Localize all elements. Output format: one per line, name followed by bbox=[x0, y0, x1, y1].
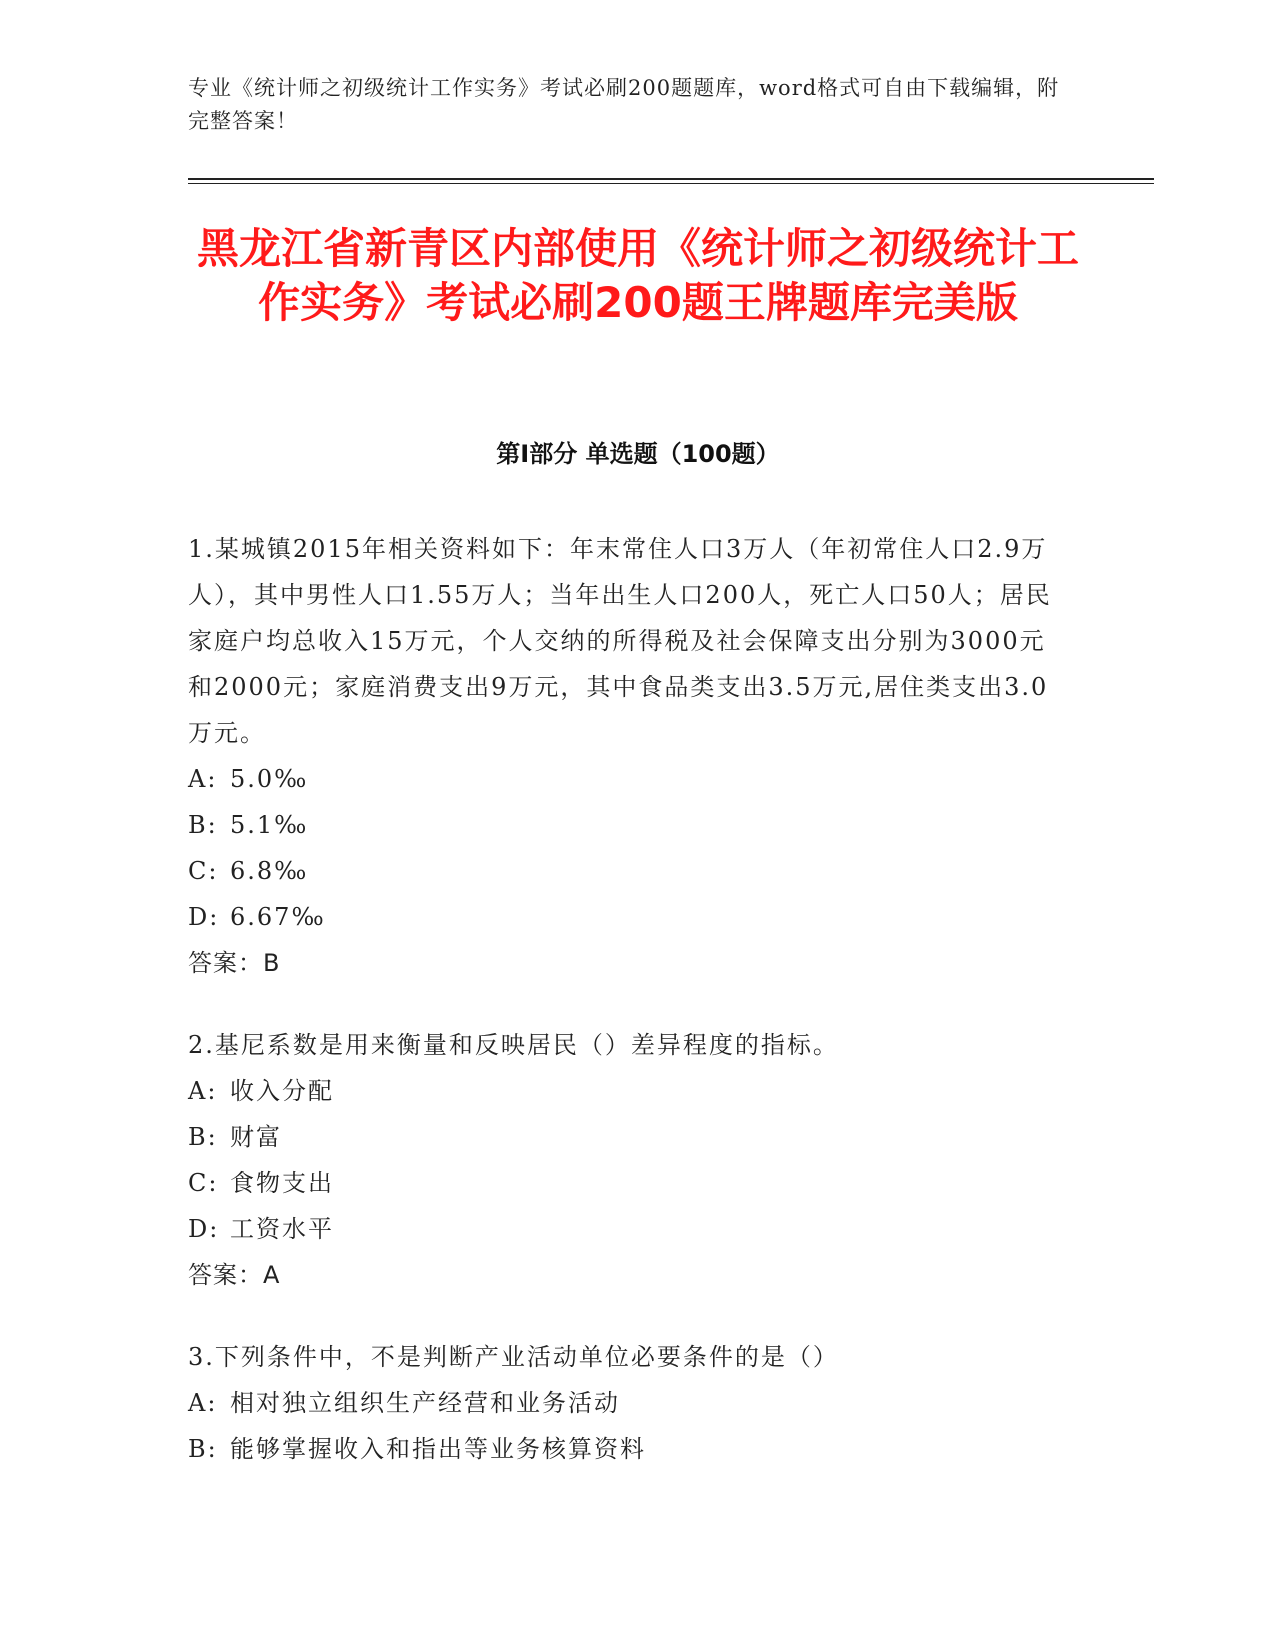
option-text: 5.1‰ bbox=[230, 811, 309, 839]
question-list bbox=[188, 526, 1068, 1508]
option-key: A: bbox=[188, 1077, 218, 1105]
header-divider bbox=[188, 178, 1154, 180]
option-c bbox=[188, 1160, 1068, 1206]
option-text: 6.67‰ bbox=[230, 903, 326, 931]
option-b bbox=[188, 802, 1068, 848]
option-text: 食物支出 bbox=[230, 1169, 334, 1197]
option-text: 能够掌握收入和指出等业务核算资料 bbox=[230, 1435, 646, 1463]
option-key: B: bbox=[188, 1435, 218, 1463]
option-text: 工资水平 bbox=[230, 1215, 334, 1243]
question-text: 3.下列条件中，不是判断产业活动单位必要条件的是（） bbox=[188, 1343, 839, 1371]
option-text: 5.0‰ bbox=[230, 765, 309, 793]
question-text: 2.基尼系数是用来衡量和反映居民（）差异程度的指标。 bbox=[188, 1031, 839, 1059]
option-text: 财富 bbox=[230, 1123, 282, 1151]
answer: 答案：B bbox=[188, 949, 281, 977]
option-key: B: bbox=[188, 811, 218, 839]
question-text: 1.某城镇2015年相关资料如下：年末常住人口3万人（年初常住人口2.9万人），其中男性人口1.55万人；当年出生人口200人，死亡人口50人；居民家庭户均总收入15万元，个人交纳的所得税及社会保障支出分别为3000元和2000元；家庭消费支出9万元，其中食品类支出3.5万元,居住类支出3.0万元。 bbox=[188, 535, 1052, 747]
document-title: 黑龙江省新青区内部使用《统计师之初级统计工作实务》考试必刷200题王牌题库完美版 bbox=[196, 224, 1079, 327]
option-a bbox=[188, 1068, 1068, 1114]
section-heading: 第I部分 单选题（100题） bbox=[496, 440, 780, 468]
option-c bbox=[188, 848, 1068, 894]
option-a bbox=[188, 1380, 1068, 1426]
option-key: C: bbox=[188, 857, 219, 885]
option-text: 收入分配 bbox=[230, 1077, 334, 1105]
option-text: 6.8‰ bbox=[230, 857, 309, 885]
header-note: 专业《统计师之初级统计工作实务》考试必刷200题题库，word格式可自由下载编辑，附完整答案！ bbox=[188, 76, 1060, 133]
option-key: D: bbox=[188, 903, 220, 931]
option-a bbox=[188, 756, 1068, 802]
option-d bbox=[188, 894, 1068, 940]
option-d bbox=[188, 1206, 1068, 1252]
option-key: B: bbox=[188, 1123, 218, 1151]
option-b bbox=[188, 1114, 1068, 1160]
option-b bbox=[188, 1426, 1068, 1472]
option-key: C: bbox=[188, 1169, 219, 1197]
question-3 bbox=[188, 1334, 1068, 1472]
question-1 bbox=[188, 526, 1068, 986]
header-divider-thin bbox=[188, 183, 1154, 184]
answer: 答案：A bbox=[188, 1261, 281, 1289]
option-key: A: bbox=[188, 1389, 218, 1417]
option-key: A: bbox=[188, 765, 218, 793]
option-text: 相对独立组织生产经营和业务活动 bbox=[230, 1389, 620, 1417]
question-2 bbox=[188, 1022, 1068, 1298]
option-key: D: bbox=[188, 1215, 220, 1243]
